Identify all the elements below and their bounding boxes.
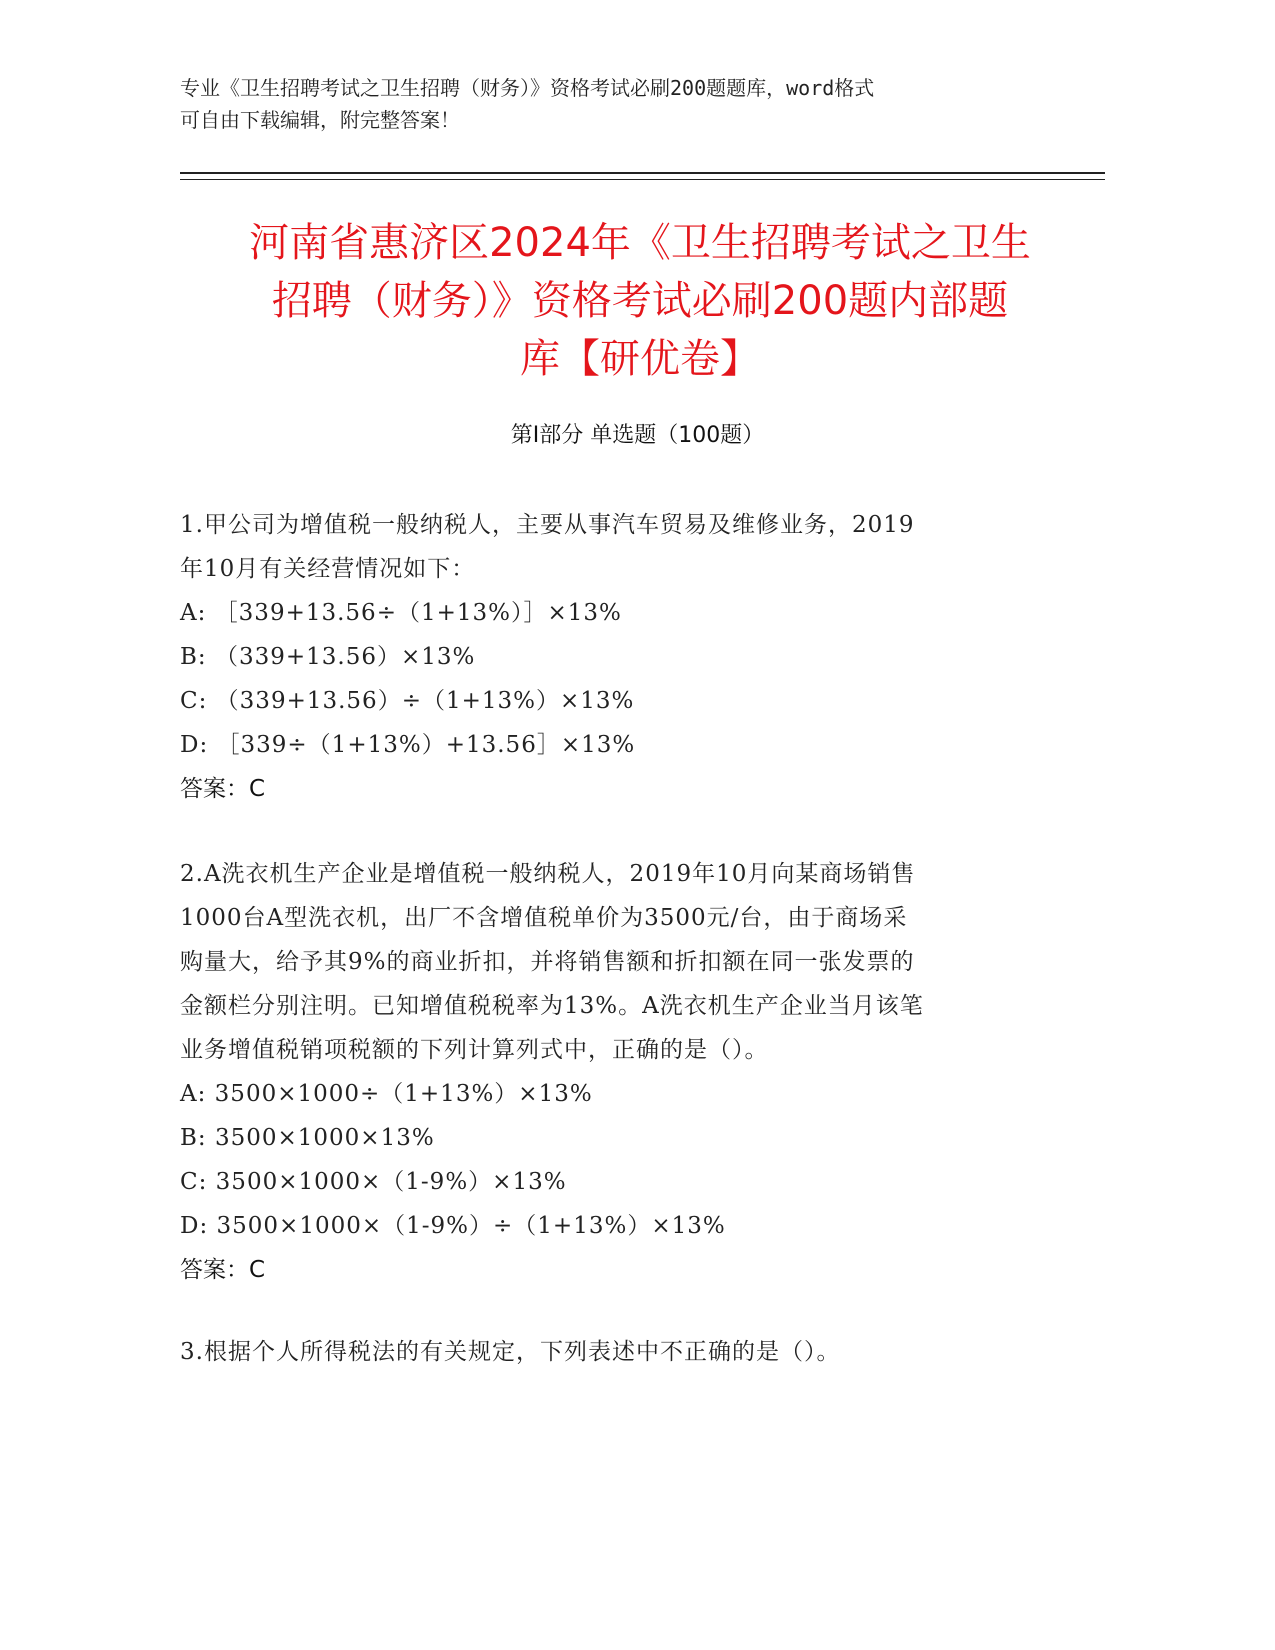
question-stem	[180, 852, 1040, 1072]
title-line: 库【研优卷】	[520, 336, 760, 382]
title-line: 河南省惠济区2024年《卫生招聘考试之卫生	[249, 220, 1031, 266]
header-note-line: 专业《卫生招聘考试之卫生招聘（财务）》资格考试必刷200题题库，word格式	[180, 76, 875, 100]
header-note	[180, 72, 1060, 136]
question-stem	[180, 1330, 1040, 1374]
stem-line: 3.根据个人所得税法的有关规定，下列表述中不正确的是（）。	[180, 1339, 841, 1365]
option-key: A:	[180, 1081, 207, 1107]
header-divider-thin	[180, 179, 1105, 180]
document-title	[170, 214, 1110, 388]
option-text: ［339÷（1+13%）+13.56］×13%	[216, 732, 636, 758]
option-text: 3500×1000×13%	[214, 1125, 435, 1151]
header-divider-thick	[180, 172, 1105, 174]
option-d	[180, 723, 1040, 767]
option-key: D:	[180, 732, 209, 758]
answer-line: 答案：C	[180, 1257, 266, 1283]
stem-line: 业务增值税销项税额的下列计算列式中，正确的是（）。	[180, 1037, 769, 1063]
option-key: B:	[180, 1125, 207, 1151]
option-a	[180, 1072, 1040, 1116]
option-key: D:	[180, 1213, 209, 1239]
option-text: （339+13.56）×13%	[214, 644, 476, 670]
stem-line: 年10月有关经营情况如下：	[180, 556, 476, 582]
question-2	[180, 852, 1040, 1292]
answer-line: 答案：C	[180, 776, 266, 802]
option-b	[180, 635, 1040, 679]
option-c	[180, 1160, 1040, 1204]
stem-line: 1000台A型洗衣机，出厂不含增值税单价为3500元/台，由于商场采	[180, 905, 908, 931]
question-stem	[180, 503, 1040, 591]
title-line: 招聘（财务）》资格考试必刷200题内部题	[271, 278, 1009, 324]
option-d	[180, 1204, 1040, 1248]
option-b	[180, 1116, 1040, 1160]
option-text: 3500×1000÷（1+13%）×13%	[214, 1081, 593, 1107]
option-text: ［339+13.56÷（1+13%）］×13%	[214, 600, 622, 626]
option-key: A:	[180, 600, 207, 626]
stem-line: 购量大，给予其9%的商业折扣，并将销售额和折扣额在同一张发票的	[180, 949, 915, 975]
option-text: （339+13.56）÷（1+13%）×13%	[215, 688, 635, 714]
option-a	[180, 591, 1040, 635]
option-text: 3500×1000×（1-9%）×13%	[215, 1169, 567, 1195]
option-key: C:	[180, 1169, 208, 1195]
section-heading: 第I部分 单选题（100题）	[510, 423, 765, 448]
question-3	[180, 1330, 1040, 1374]
header-note-line: 可自由下载编辑，附完整答案！	[180, 108, 460, 132]
question-1	[180, 503, 1040, 811]
stem-line: 2.A洗衣机生产企业是增值税一般纳税人，2019年10月向某商场销售	[180, 861, 916, 887]
stem-line: 金额栏分别注明。已知增值税税率为13%。A洗衣机生产企业当月该笔	[180, 993, 924, 1019]
option-c	[180, 679, 1040, 723]
option-text: 3500×1000×（1-9%）÷（1+13%）×13%	[216, 1213, 726, 1239]
stem-line: 1.甲公司为增值税一般纳税人，主要从事汽车贸易及维修业务，2019	[180, 512, 915, 538]
option-key: B:	[180, 644, 207, 670]
option-key: C:	[180, 688, 208, 714]
